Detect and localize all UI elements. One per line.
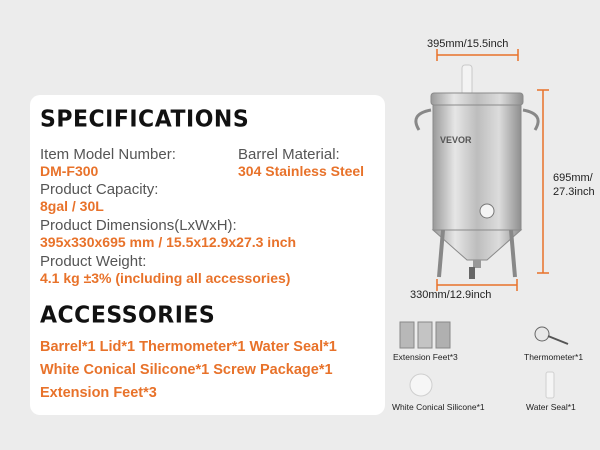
barrel-material-label: Barrel Material: (238, 146, 340, 163)
water-seal-caption: Water Seal*1 (526, 402, 576, 412)
accessories-heading: ACCESSORIES (40, 302, 216, 329)
weight-label: Product Weight: (40, 253, 147, 270)
specifications-heading: SPECIFICATIONS (40, 106, 250, 133)
width-bottom-label: 330mm/12.9inch (410, 289, 492, 301)
valve-icon (473, 260, 481, 268)
right-handle (523, 110, 538, 130)
fermenter-illustration (395, 45, 560, 305)
water-seal-illustration (543, 368, 557, 400)
accessories-line-2: White Conical Silicone*1 Screw Package*1 (40, 362, 333, 378)
airlock-icon (462, 65, 472, 95)
capacity-label: Product Capacity: (40, 181, 159, 198)
model-number-value: DM-F300 (40, 163, 99, 179)
white-conical-silicone-illustration (408, 372, 434, 398)
brand-logo: VEVOR (440, 135, 472, 145)
height-label-line-2: 27.3inch (553, 186, 595, 198)
width-dimension-line (437, 49, 518, 61)
lid (431, 93, 523, 105)
left-handle (416, 110, 431, 130)
thermometer-illustration (530, 320, 570, 348)
accessories-line-3: Extension Feet*3 (40, 385, 157, 401)
height-label-line-1: 695mm/ (553, 172, 593, 184)
weight-value: 4.1 kg ±3% (including all accessories) (40, 270, 291, 286)
capacity-value: 8gal / 30L (40, 198, 104, 214)
conical-bottom (433, 230, 521, 260)
thermometer-caption: Thermometer*1 (524, 352, 584, 362)
silicone-caption: White Conical Silicone*1 (392, 402, 485, 412)
width-top-label: 395mm/15.5inch (427, 38, 509, 50)
bottom-dimension-line (437, 279, 517, 291)
accessories-line-1: Barrel*1 Lid*1 Thermometer*1 Water Seal*1 (40, 339, 337, 355)
barrel-material-value: 304 Stainless Steel (238, 163, 365, 179)
extension-feet-caption: Extension Feet*3 (393, 352, 458, 362)
extension-feet-illustration (398, 320, 458, 350)
barrel-body (433, 105, 521, 230)
dimensions-value: 395x330x695 mm / 15.5x12.9x27.3 inch (40, 234, 297, 250)
thermometer-dial-icon (480, 204, 494, 218)
dimensions-label: Product Dimensions(LxWxH): (40, 217, 237, 234)
model-number-label: Item Model Number: (40, 146, 176, 163)
